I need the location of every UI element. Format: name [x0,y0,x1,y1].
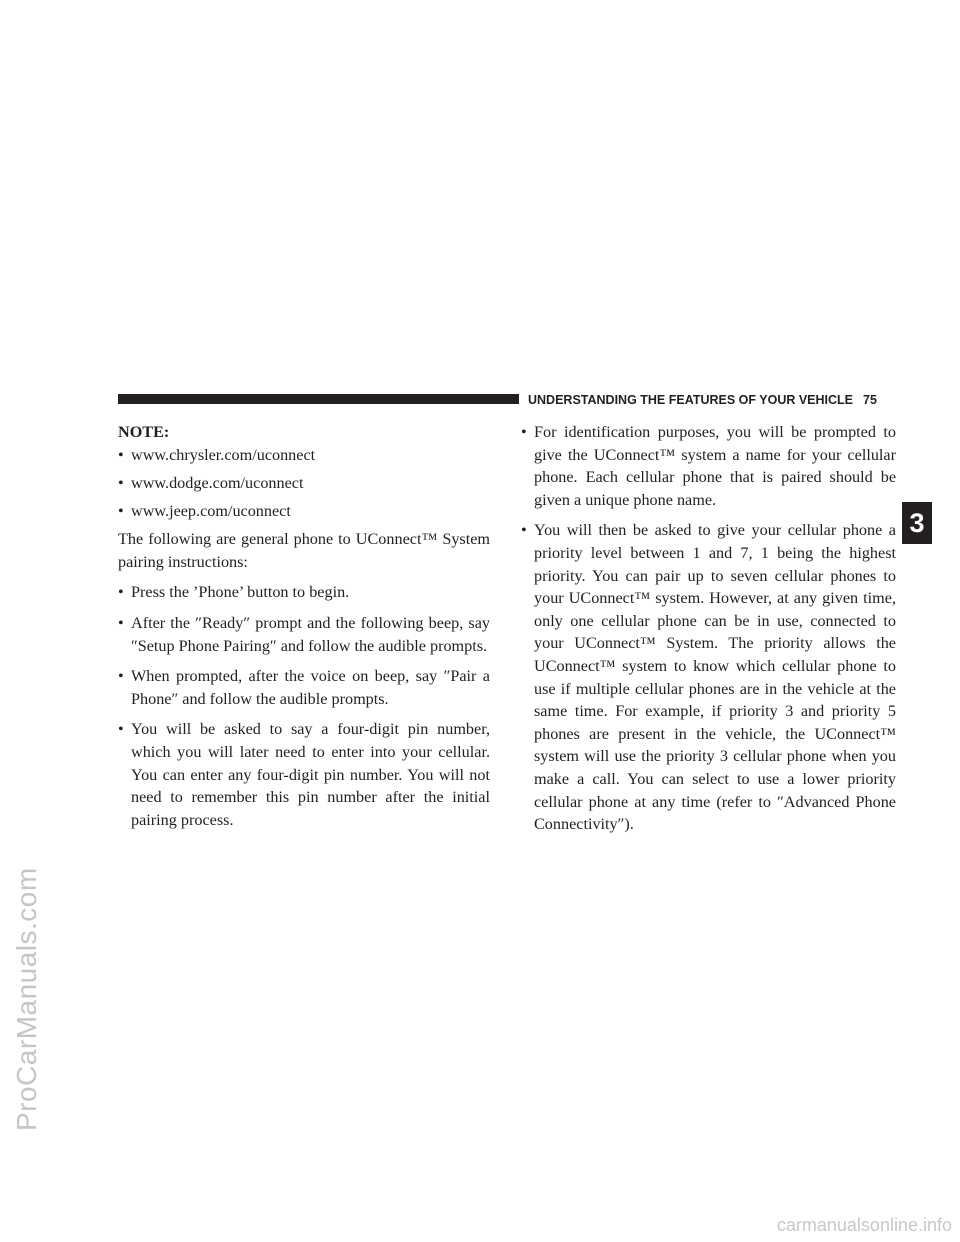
bullet-icon: • [118,473,124,492]
right-column [521,421,896,836]
list-item [118,500,490,523]
page-number: 75 [863,393,877,407]
section-title: UNDERSTANDING THE FEATURES OF YOUR VEHICLE [528,393,854,407]
url-link-jeep[interactable]: www.jeep.com/uconnect [131,501,291,520]
bullet-icon: • [521,521,527,540]
list-item [118,581,490,604]
pairing-steps-list-continued [521,421,896,836]
bullet-icon: • [118,583,124,602]
url-list [118,444,490,523]
list-item [521,519,896,835]
pairing-steps-list [118,581,490,831]
url-link-chrysler[interactable]: www.chrysler.com/uconnect [131,445,316,464]
bullet-icon: • [118,613,124,632]
bullet-icon: • [521,423,527,441]
bullet-icon: • [118,667,124,686]
intro-paragraph: The following are general phone to UConnect™ System pairing instructions: [118,530,490,571]
step-text: For identification purposes, you will be prompted to give the UConnect™ system a name for your cellular phone. Each cellular phone that is paired should be given a unique phone name. [534,423,896,509]
bottom-watermark: carmanualsonline.info [776,1215,952,1235]
header-rule [118,394,519,404]
bullet-icon: • [118,501,124,520]
side-watermark: ProCarManuals.com [11,867,42,1131]
list-item [118,472,490,495]
step-text: When prompted, after the voice on beep, say ″Pair a Phone″ and follow the audible prompts. [131,667,490,708]
step-text: You will be asked to say a four-digit pin number, which you will later need to enter into your cellular. You can enter any four-digit pin number. You will not need to remember this pin number after the initial pairing process. [131,720,490,829]
running-header [528,391,900,409]
bullet-icon: • [118,445,124,464]
list-item [118,612,490,657]
url-link-dodge[interactable]: www.dodge.com/uconnect [131,473,304,492]
step-text: After the ″Ready″ prompt and the following beep, say ″Setup Phone Pairing″ and follow the audible prompts. [131,613,490,655]
step-text: Press the ’Phone’ button to begin. [131,583,350,602]
list-item [521,421,896,511]
step-text: You will then be asked to give your cellular phone a priority level between 1 and 7, 1 being the highest priority. You can pair up to seven cellular phones to your UConnect™ system. However, at any given time, only one cellular phone can be in use, connected to your UConnect™ System. The priority allows the UConnect™ system to know which cellular phone to use if multiple cellular phones are in the vehicle at the same time. For example, if priority 3 and priority 5 phones are present in the vehicle, the UConnect™ system will use the priority 3 cellular phone when you make a call. You can select to use a lower priority cellular phone at any time (refer to ″Advanced Phone Connectivity″). [534,521,896,834]
list-item [118,665,490,710]
note-heading: NOTE: [118,423,170,441]
bullet-icon: • [118,720,124,739]
list-item [118,444,490,467]
list-item [118,718,490,831]
left-column [118,421,490,831]
section-tab: 3 [902,502,932,544]
